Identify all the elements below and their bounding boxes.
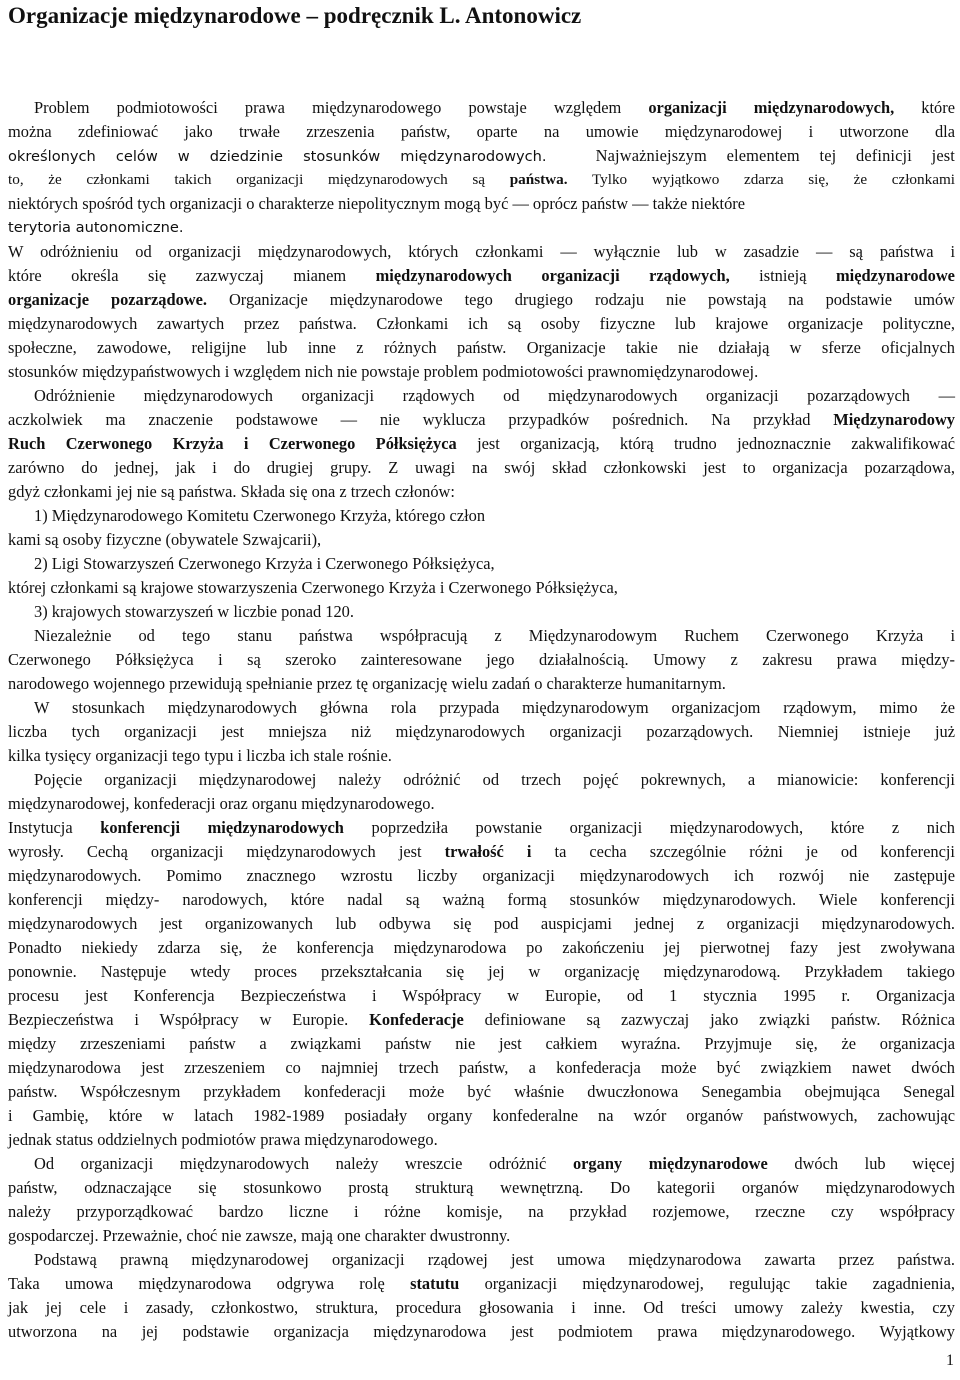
text-line — [8, 1224, 955, 1248]
page-number: 1 — [946, 1352, 954, 1369]
text-segment: kilka tysięcy organizacji tego typu i liczba ich stale rośnie. — [8, 746, 392, 765]
text-segment: państw. Współczesnym przykładem konfederacji może być właśnie dwuczłonowa Senegambia obejmująca Senegal — [8, 1082, 955, 1101]
text-segment: Problem podmiotowości prawa międzynarodowego powstaje względem — [34, 98, 649, 117]
text-line — [34, 600, 955, 624]
text-segment: 2) Ligi Stowarzyszeń Czerwonego Krzyża i Czerwonego Półksiężyca, — [34, 554, 495, 573]
text-line — [8, 336, 955, 360]
text-line — [8, 216, 955, 240]
text-line — [34, 768, 955, 792]
text-segment: Taka umowa międzynarodowa odgrywa rolę — [8, 1274, 411, 1293]
text-segment: międzynarodowej, konfederacji oraz organu międzynarodowego. — [8, 794, 435, 813]
text-line — [8, 168, 955, 192]
text-segment: państw, odznaczające się stosunkowo prostą strukturą wewnętrzną. Do kategorii organów międzynarodowych — [8, 1178, 955, 1197]
text-line — [8, 960, 955, 984]
text-segment: jednak status oddzielnych podmiotów prawa międzynarodowego. — [8, 1130, 438, 1149]
text-line — [8, 720, 955, 744]
text-line — [8, 456, 955, 480]
text-segment: Od organizacji międzynarodowych należy wreszcie odróżnić — [34, 1154, 573, 1173]
bold-term: Międzynarodowy — [833, 410, 955, 429]
text-segment: utworzona na jej podstawie organizacja międzynarodowa jest podmiotem prawa międzynarodowego. Wyjątkowy — [8, 1322, 955, 1341]
text-segment: Najważniejszym elementem tej definicji jest — [595, 146, 955, 165]
text-segment: organizacji międzynarodowej, regulując takie zagadnienia, — [459, 1274, 955, 1293]
text-line — [34, 696, 955, 720]
text-line — [8, 1008, 955, 1032]
text-line — [8, 1080, 955, 1104]
text-segment: Niezależnie od tego stanu państwa współpracują z Międzynarodowym Ruchem Czerwonego Krzyża i — [34, 626, 955, 645]
text-line — [8, 984, 955, 1008]
text-line — [8, 1176, 955, 1200]
text-segment: liczba tych organizacji jest mniejsza niż międzynarodowych organizacji pozarządowych. Niemniej istnieje już — [8, 722, 955, 741]
text-segment: istnieją — [729, 266, 836, 285]
text-line — [8, 744, 955, 768]
text-segment: W stosunkach międzynarodowych główna rola przypada międzynarodowym organizacjom rządowym, mimo że — [34, 698, 955, 717]
text-line — [34, 1248, 955, 1272]
bold-term: międzynarodowe — [835, 266, 955, 285]
text-line — [8, 888, 955, 912]
text-segment: Organizacje międzynarodowe tego drugiego rodzaju nie powstają na podstawie umów — [207, 290, 955, 309]
text-segment: niektórych spośród tych organizacji o charakterze niepolitycznym mogą być — oprócz państw — także niektóre — [8, 194, 746, 213]
bold-term: organizacji międzynarodowych, — [648, 98, 895, 117]
text-line — [34, 552, 955, 576]
text-segment: które — [894, 98, 955, 117]
text-line — [8, 1296, 955, 1320]
text-line — [8, 192, 955, 216]
text-line — [8, 288, 955, 312]
text-line — [8, 648, 955, 672]
bold-term: organy międzynarodowe — [572, 1154, 768, 1173]
text-segment: Tylko wyjątkowo zdarza się, że członkami — [591, 171, 955, 188]
text-line — [34, 384, 955, 408]
text-line — [8, 264, 955, 288]
text-line — [34, 504, 955, 528]
text-segment: Podstawą prawną międzynarodowej organizacji rządowej jest umowa międzynarodowa zawarta przez państwa. — [34, 1250, 955, 1269]
text-segment: społeczne, zawodowe, religijne lub inne z różnych państw. Organizacje takie nie działają w sferze oficjalnych — [8, 338, 955, 357]
text-line — [8, 144, 955, 168]
text-segment: terytoria autonomiczne. — [8, 219, 184, 236]
text-line — [8, 408, 955, 432]
text-line — [8, 792, 955, 816]
text-segment: 3) krajowych stowarzyszeń w liczbie ponad 120. — [34, 602, 354, 621]
bold-term: trwałość i — [444, 842, 532, 861]
bold-term: Konfederacje — [369, 1010, 464, 1029]
text-line — [8, 1200, 955, 1224]
text-segment: międzynarodowych. Pomimo znacznego wzrostu liczby organizacji międzynarodowych ich rozwój nie zastępuje — [8, 866, 955, 885]
text-line — [8, 1104, 955, 1128]
text-line — [8, 1128, 955, 1152]
text-segment: kami są osoby fizyczne (obywatele Szwajcarii), — [8, 530, 322, 549]
text-segment: konferencji między- narodowych, które nadal są ważną formą stosunków międzynarodowych. Wiele konferencji — [8, 890, 955, 909]
text-segment: wyrosły. Cechą organizacji międzynarodowych jest — [8, 842, 445, 861]
text-line — [8, 480, 955, 504]
text-segment: poprzedziła powstanie organizacji międzynarodowych, które z nich — [343, 818, 956, 837]
text-segment: między zrzeszeniami państw a związkami państw nie jest całkiem wyraźna. Przyjmuje się, że organizacja — [8, 1034, 955, 1053]
text-segment: stosunków międzypaństwowych i względem nich nie powstaje problem podmiotowości prawnomiędzynarodowej. — [8, 362, 759, 381]
text-segment: określonych celów w dziedzinie stosunków międzynarodowych. — [8, 148, 547, 165]
text-segment: aczkolwiek ma znaczenie podstawowe — nie wyklucza przypadków pośrednich. Na przykład — [8, 410, 834, 429]
text-line — [8, 240, 955, 264]
text-segment: gospodarczej. Przeważnie, choć nie zawsze, mają one charakter dwustronny. — [8, 1226, 511, 1245]
text-segment: narodowego wojennego przewidują spełnianie przez tę organizację wielu zadań o charakterze humanitarnym. — [8, 674, 726, 693]
bold-term: międzynarodowych organizacji rządowych, — [375, 266, 730, 285]
text-segment: międzynarodowych zawartych przez państwa. Członkami ich są osoby fizyczne lub krajowe organizacje polityczne, — [8, 314, 955, 333]
text-line — [8, 1272, 955, 1296]
text-segment: ponownie. Następuje wtedy proces przekształcania się jej w organizację międzynarodową. Przykładem takiego — [8, 962, 955, 981]
bold-term: Ruch Czerwonego Krzyża i Czerwonego Półksiężyca — [8, 434, 457, 453]
text-segment: można zdefiniować jako trwałe zrzeszenia państw, oparte na umowie międzynarodowej i utworzone dla — [8, 122, 955, 141]
text-line — [8, 528, 955, 552]
bold-term: konferencji międzynarodowych — [100, 818, 344, 837]
text-segment: Instytucja — [8, 818, 101, 837]
text-segment: procesu jest Konferencja Bezpieczeństwa i Współpracy w Europie, od 1 stycznia 1995 r. Organizacja — [8, 986, 955, 1005]
text-line — [8, 1056, 955, 1080]
text-line — [8, 936, 955, 960]
text-segment: gdyż członkami jej nie są państwa. Składa się ona z trzech członów: — [8, 482, 455, 501]
text-line — [8, 864, 955, 888]
bold-term: statutu — [410, 1274, 460, 1293]
text-line — [8, 840, 955, 864]
text-segment: międzynarodowych jest organizowanych lub odbywa się pod auspicjami jednej z organizacji międzynarodowych. — [8, 914, 955, 933]
text-line — [8, 816, 955, 840]
text-segment: Odróżnienie międzynarodowych organizacji rządowych od międzynarodowych organizacji pozarządowych — — [34, 386, 955, 405]
text-segment: 1) Międzynarodowego Komitetu Czerwonego Krzyża, którego człon — [34, 506, 486, 525]
text-segment: międzynarodowa jest zrzeszeniem co najmniej trzech państw, a konfederacja może być związkiem nawet dwóch — [8, 1058, 955, 1077]
text-segment: to, że członkami takich organizacji międzynarodowych są — [8, 171, 510, 188]
bold-term: organizacje pozarządowe. — [8, 290, 207, 309]
text-line — [8, 120, 955, 144]
text-segment: Czerwonego Półksiężyca i są szeroko zainteresowane jego działalnością. Umowy z zakresu prawa między- — [8, 650, 955, 669]
text-segment: jest organizacją, którą trudno jednoznacznie zakwalifikować — [456, 434, 955, 453]
text-line — [8, 312, 955, 336]
text-line — [34, 96, 955, 120]
text-line — [34, 1152, 955, 1176]
bold-term: państwa. — [509, 171, 568, 188]
text-segment — [596, 146, 955, 165]
text-segment: dwóch lub więcej — [767, 1154, 955, 1173]
text-line — [8, 912, 955, 936]
text-segment: Bezpieczeństwa i Współpracy w Europie. — [8, 1010, 370, 1029]
text-segment: W odróżnieniu od organizacji międzynarodowych, których członkami — wyłącznie lub w zasadzie — są państwa i — [8, 242, 955, 261]
text-segment: które określa się zazwyczaj mianem — [8, 266, 376, 285]
text-segment — [8, 148, 547, 165]
text-segment: definiowane są zazwyczaj jako związki państw. Różnica — [463, 1010, 956, 1029]
text-segment: i Gambię, które w latach 1982-1989 posiadały organy konfederalne na wzór organów państwowych, zachowując — [8, 1106, 955, 1125]
text-line — [34, 624, 955, 648]
document-title: Organizacje międzynarodowe – podręcznik L. Antonowicz — [8, 3, 582, 28]
text-line — [8, 672, 955, 696]
text-line — [8, 360, 955, 384]
text-line — [8, 576, 955, 600]
text-line — [8, 1032, 955, 1056]
text-segment: ta cecha szczególnie różni je od konferencji — [531, 842, 955, 861]
text-segment: Ponadto niekiedy zdarza się, że konferencja międzynarodowa po zakończeniu jej pierwotnej fazy jest zwoływana — [8, 938, 955, 957]
text-line — [8, 432, 955, 456]
text-line — [8, 1320, 955, 1344]
text-segment: należy przyporządkować bardzo liczne i różne komisje, na przykład rozjemowe, rzeczne czy współpracy — [8, 1202, 955, 1221]
text-segment: zarówno do jednej, jak i do drugiej grupy. Z uwagi na swój skład członkowski jest to organizacja pozarządowa, — [8, 458, 955, 477]
text-segment: której członkami są krajowe stowarzyszenia Czerwonego Krzyża i Czerwonego Półksiężyca, — [8, 578, 618, 597]
text-segment: Pojęcie organizacji międzynarodowej należy odróżnić od trzech pojęć pokrewnych, a mianowicie: konferencji — [34, 770, 955, 789]
text-segment: jak jej cele i zasady, członkostwo, struktura, procedura głosowania i inne. Od treści umowy zależy kwestia, czy — [8, 1298, 955, 1317]
